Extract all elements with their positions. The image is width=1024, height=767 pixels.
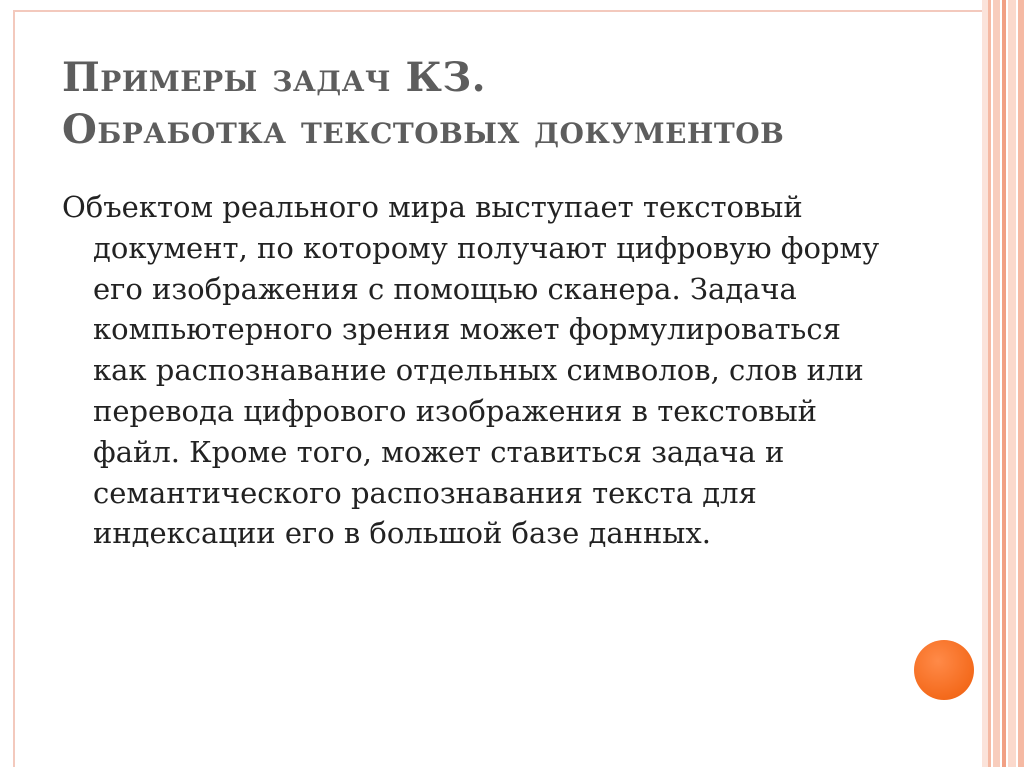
title-line-2: Обработка текстовых документов <box>62 106 785 153</box>
title-line-1: Примеры задач КЗ. <box>62 54 487 101</box>
frame-left-line <box>13 10 15 767</box>
decorative-circle <box>914 640 974 700</box>
stripe <box>993 0 1000 767</box>
stripe <box>1018 0 1024 767</box>
stripe <box>1008 0 1016 767</box>
stripe <box>1002 0 1006 767</box>
slide-title <box>62 52 942 156</box>
decorative-stripes <box>982 0 1024 767</box>
frame-top-line <box>13 10 984 12</box>
stripe <box>988 0 991 767</box>
body-paragraph: Объектом реального мира выступает текстовый документ, по которому получают цифровую форму его изображения с помощью сканера. Задача компьютерного зрения может формулироваться как распознавание отдельных символов, слов или перевода цифрового изображения в текстовый файл. Кроме того, может ставиться задача и семантического распознавания текста для индексации его в большой базе данных. <box>62 190 880 551</box>
